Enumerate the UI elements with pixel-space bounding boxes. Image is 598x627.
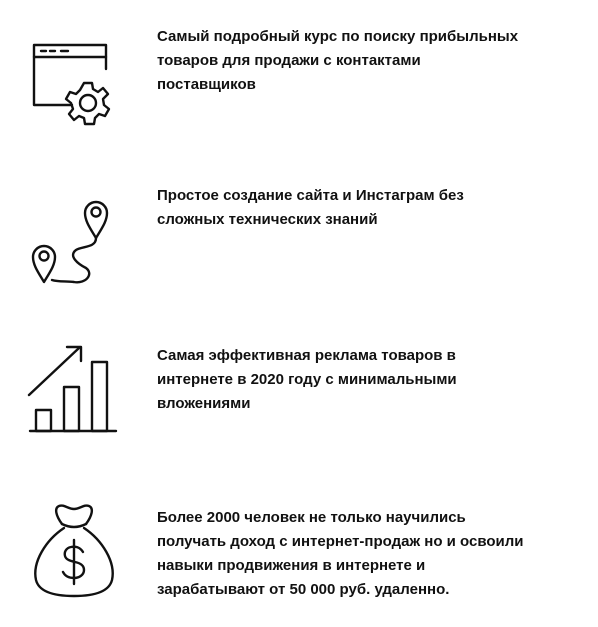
feature-text-line: сложных технических знаний xyxy=(157,211,378,228)
browser-gear-icon xyxy=(24,37,124,137)
feature-text xyxy=(157,25,582,97)
feature-text-line: зарабатывают от 50 000 руб. удаленно. xyxy=(157,581,450,598)
feature-text-line: поставщиков xyxy=(157,76,256,93)
feature-text-line: получать доход с интернет-продаж но и освоили xyxy=(157,533,524,550)
feature-text xyxy=(157,184,582,232)
money-bag-icon xyxy=(24,500,124,600)
growth-chart-icon xyxy=(24,340,124,440)
feature-text-line: Более 2000 человек не только научились xyxy=(157,509,466,526)
feature-text-line: Самый подробный курс по поиску прибыльных xyxy=(157,28,519,45)
feature-text-line: вложениями xyxy=(157,395,251,412)
feature-text-line: навыки продвижения в интернете и xyxy=(157,557,426,574)
feature-text-line: Простое создание сайта и Инстаграм без xyxy=(157,187,464,204)
feature-text xyxy=(157,344,582,416)
feature-text-line: товаров для продажи с контактами xyxy=(157,52,421,69)
feature-text-line: интернете в 2020 году с минимальными xyxy=(157,371,457,388)
feature-text xyxy=(157,506,582,602)
feature-text-line: Самая эффективная реклама товаров в xyxy=(157,347,456,364)
route-pins-icon xyxy=(24,190,124,290)
